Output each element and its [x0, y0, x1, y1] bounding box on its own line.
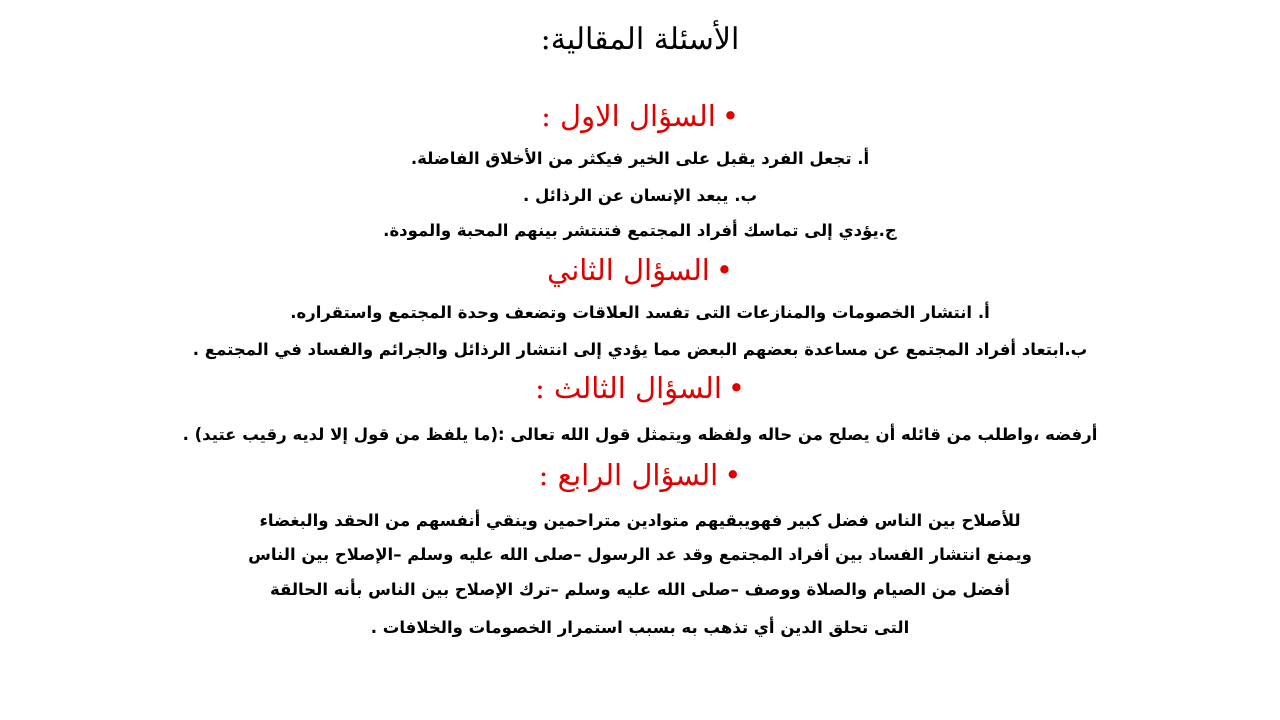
q2-heading — [0, 250, 1280, 290]
q4-line-3: أفضل من الصيام والصلاة ووصف –صلى الله عليه وسلم –ترك الإصلاح بين الناس بأنه الحالقة — [269, 580, 1010, 599]
q4-line-4: التى تحلق الدين أي تذهب به بسبب استمرار الخصومات والخلافات . — [370, 618, 910, 637]
q2-line-b: ب.ابتعاد أفراد المجتمع عن مساعدة بعضهم البعض مما يؤدي إلى انتشار الرذائل والجرائم والفساد في المجتمع . — [192, 340, 1088, 359]
q1-heading — [0, 96, 1280, 136]
bullet-icon: • — [724, 458, 742, 492]
q1-line-a: أ. تجعل الفرد يقبل على الخير فيكثر من الأخلاق الفاضلة. — [410, 149, 870, 168]
slide-title: الأسئلة المقالية: — [540, 22, 740, 57]
q4-heading — [0, 455, 1280, 495]
q2-line-a: أ. انتشار الخصومات والمنازعات التى تفسد العلاقات وتضعف وحدة المجتمع واستقراره. — [290, 303, 990, 322]
q3-heading — [0, 368, 1280, 408]
q1-line-b: ب. يبعد الإنسان عن الرذائل . — [522, 186, 758, 205]
q3-heading-text: السؤال الثالث : — [535, 371, 722, 405]
q2-heading-text: السؤال الثاني — [547, 253, 710, 287]
bullet-icon: • — [721, 99, 739, 133]
q1-line-c: ج.يؤدي إلى تماسك أفراد المجتمع فتنتشر بينهم المحبة والمودة. — [383, 221, 897, 240]
q4-heading-text: السؤال الرابع : — [538, 458, 719, 492]
q4-line-2: ويمنع انتشار الفساد بين أفراد المجتمع وقد عد الرسول –صلى الله عليه وسلم –الإصلاح بين الناس — [248, 545, 1032, 564]
bullet-icon: • — [715, 253, 733, 287]
q3-line-a: أرفضه ،واطلب من قائله أن يصلح من حاله ولفظه ويتمثل قول الله تعالى :(ما يلفظ من قول إلا لديه رقيب عتيد) . — [182, 425, 1098, 444]
bullet-icon: • — [727, 371, 745, 405]
q1-heading-text: السؤال الاول : — [541, 99, 716, 133]
q4-line-1: للأصلاح بين الناس فضل كبير فهويبقيهم متوادين متراحمين وينقي أنفسهم من الحقد والبغضاء — [259, 511, 1021, 530]
